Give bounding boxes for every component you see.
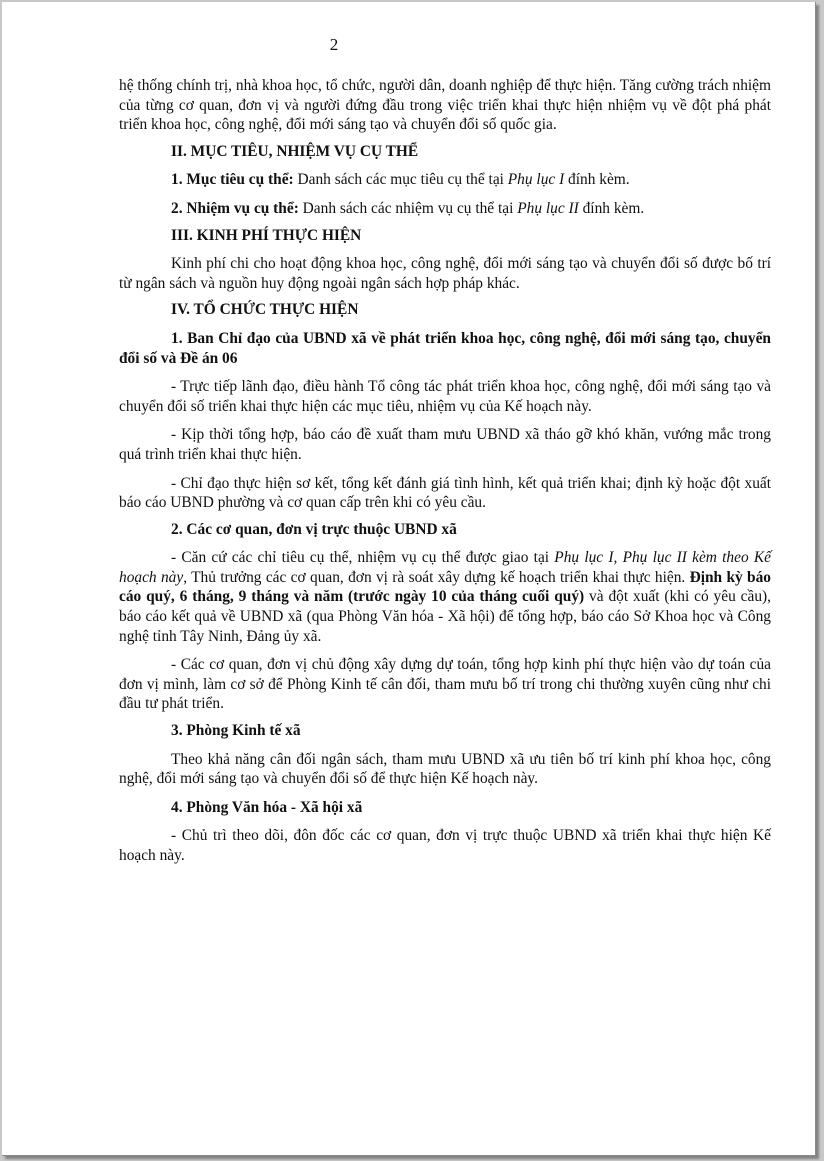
heading-iv-4: 4. Phòng Văn hóa - Xã hội xã: [171, 798, 363, 816]
ii1-label: 1. Mục tiêu cụ thể:: [171, 171, 294, 189]
heading-section-iii: III. KINH PHÍ THỰC HIỆN: [171, 226, 362, 244]
paragraph-iv-2-a: [119, 548, 771, 646]
ii1-end: đính kèm.: [564, 171, 630, 189]
iv2a-t3: và đột xuất (khi có yêu cầu), báo cáo kết quả về UBND xã (qua Phòng Văn hóa - Xã hội) để tổng hợp, báo cáo Sở Khoa học và Công nghệ tỉnh Tây Ninh, Đảng ủy xã.: [119, 588, 771, 645]
iv2a-t1: - Căn cứ các chỉ tiêu cụ thể, nhiệm vụ cụ thể được giao tại: [171, 549, 555, 567]
heading-section-iv: IV. TỔ CHỨC THỰC HIỆN: [171, 301, 359, 319]
ii1-text: Danh sách các mục tiêu cụ thể tại: [293, 171, 508, 189]
document-page: [2, 2, 816, 1156]
heading-section-ii: II. MỤC TIÊU, NHIỆM VỤ CỤ THỂ: [171, 142, 419, 160]
heading-iv-1: 1. Ban Chỉ đạo của UBND xã về phát triển khoa học, công nghệ, đổi mới sáng tạo, chuyển đổi số và Đề án 06: [119, 329, 771, 367]
ii2-appendix: Phụ lục II: [517, 199, 579, 217]
ii2-end: đính kèm.: [578, 199, 645, 217]
paragraph-ii-1: [119, 170, 771, 190]
paragraph-iv-4: - Chủ trì theo dõi, đôn đốc các cơ quan, đơn vị trực thuộc UBND xã triển khai thực hiện Kế hoạch này.: [119, 827, 771, 864]
ii2-label: 2. Nhiệm vụ cụ thể:: [171, 199, 299, 217]
paragraph-intro: hệ thống chính trị, nhà khoa học, tổ chức, người dân, doanh nghiệp để thực hiện. Tăng cường trách nhiệm của từng cơ quan, đơn vị và người đứng đầu trong việc triển khai thực hiện nhiệm vụ về đột phá phát triển khoa học, công nghệ, đổi mới sáng tạo và chuyển đổi số quốc gia.: [119, 77, 771, 134]
iv2a-report-schedule: Định kỳ báo cáo quý, 6 tháng, 9 tháng và năm (trước ngày 10 của tháng cuối quý): [119, 568, 771, 606]
paragraph-iv-1-a: - Trực tiếp lãnh đạo, điều hành Tổ công tác phát triển khoa học, công nghệ, đổi mới sáng tạo và chuyển đổi số triển khai thực hiện các mục tiêu, nhiệm vụ của Kế hoạch này.: [119, 378, 771, 415]
paragraph-iv-3: Theo khả năng cân đối ngân sách, tham mưu UBND xã ưu tiên bố trí kinh phí khoa học, công nghệ, đổi mới sáng tạo và chuyển đổi số để thực hiện Kế hoạch này.: [119, 750, 771, 788]
heading-iv-2: 2. Các cơ quan, đơn vị trực thuộc UBND xã: [171, 520, 457, 538]
iv2a-t2: , Thủ trưởng các cơ quan, đơn vị rà soát xây dựng kế hoạch triển khai thực hiện.: [183, 568, 690, 586]
paragraph-iv-1-b: - Kịp thời tổng hợp, báo cáo đề xuất tham mưu UBND xã tháo gỡ khó khăn, vướng mắc trong quá trình triển khai thực hiện.: [119, 426, 771, 463]
paragraph-iv-1-c: - Chỉ đạo thực hiện sơ kết, tổng kết đánh giá tình hình, kết quả triển khai; định kỳ hoặc đột xuất báo cáo UBND phường và cơ quan cấp trên khi có yêu cầu.: [119, 474, 771, 512]
page-number: 2: [329, 35, 339, 54]
paragraph-iv-2-b: - Các cơ quan, đơn vị chủ động xây dựng dự toán, tổng hợp kinh phí thực hiện vào dự toán của đơn vị mình, làm cơ sở để Phòng Kinh tế cân đối, tham mưu bố trí trong chi thường xuyên cũng như chi đầu tư phát triển.: [119, 656, 771, 713]
iv2a-appendix: Phụ lục I, Phụ lục II kèm theo Kế hoạch này: [119, 549, 771, 586]
page-content: [119, 76, 771, 866]
heading-iv-3: 3. Phòng Kinh tế xã: [171, 722, 301, 740]
ii2-text: Danh sách các nhiệm vụ cụ thể tại: [298, 199, 518, 217]
ii1-appendix: Phụ lục I: [507, 171, 565, 189]
paragraph-iii: Kinh phí chi cho hoạt động khoa học, công nghệ, đổi mới sáng tạo và chuyển đổi số được bố trí từ ngân sách và nguồn huy động ngoài ngân sách hợp pháp khác.: [119, 255, 771, 292]
paragraph-ii-2: [119, 199, 771, 219]
